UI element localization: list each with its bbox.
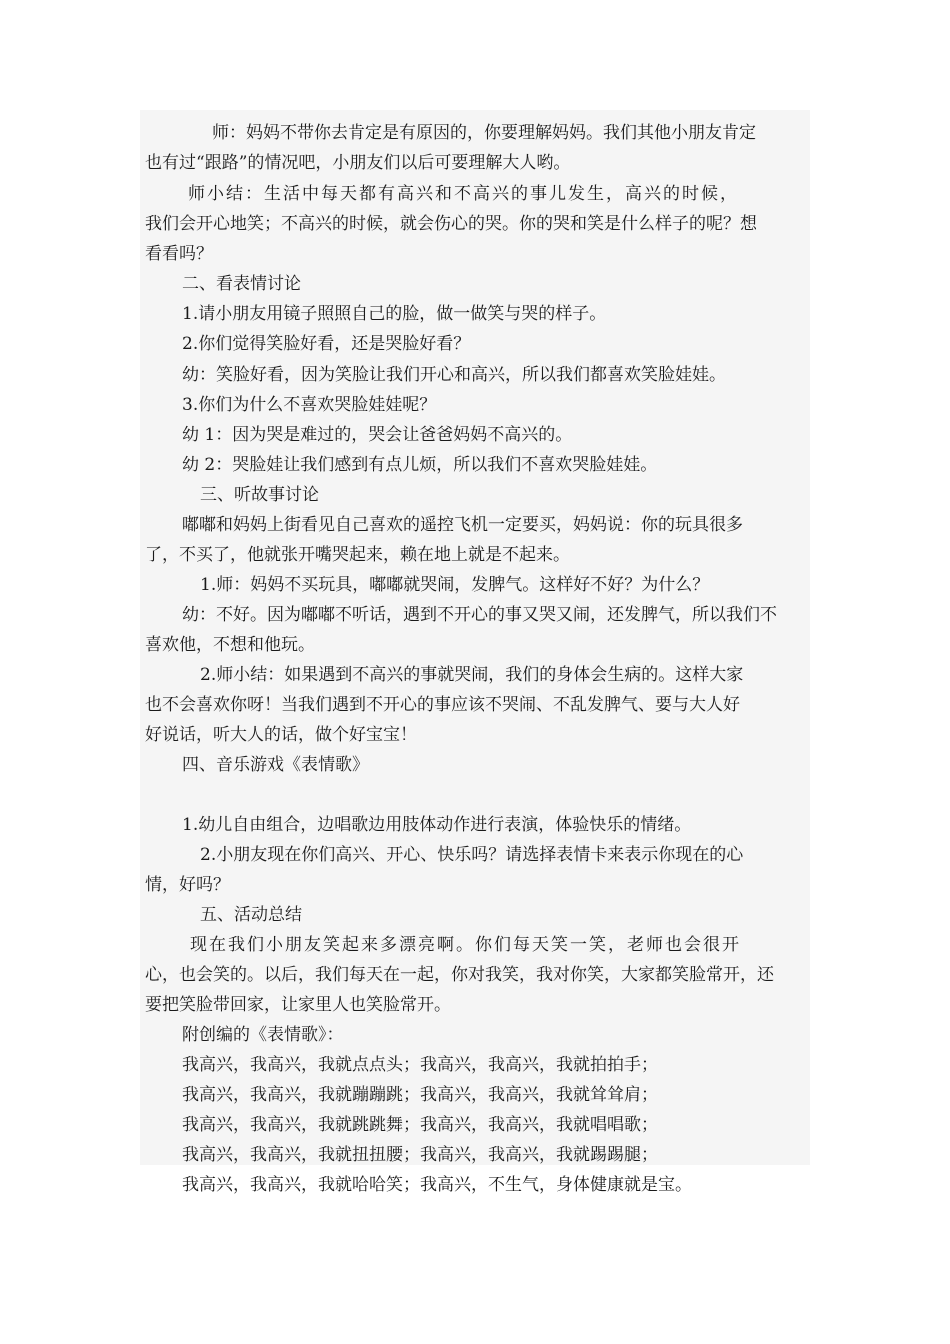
text-line: 幼：笑脸好看，因为笑脸让我们开心和高兴，所以我们都喜欢笑脸娃娃。	[182, 365, 726, 385]
text-line: 师小结：生活中每天都有高兴和不高兴的事儿发生，高兴的时候，	[188, 184, 739, 204]
text-line: 要把笑脸带回家，让家里人也笑脸常开。	[145, 995, 451, 1015]
text-line: 2.小朋友现在你们高兴、开心、快乐吗？请选择表情卡来表示你现在的心	[200, 845, 744, 865]
text-line: 心，也会笑的。以后，我们每天在一起，你对我笑，我对你笑，大家都笑脸常开，还	[145, 965, 774, 985]
song-line: 我高兴，我高兴，我就扭扭腰；我高兴，我高兴，我就踢踢腿；	[182, 1145, 658, 1165]
text-line: 好说话，听大人的话，做个好宝宝！	[145, 725, 417, 745]
text-line: 2.你们觉得笑脸好看，还是哭脸好看？	[182, 334, 471, 354]
section-heading: 四、音乐游戏《表情歌》	[182, 755, 369, 775]
text-line: 附创编的《表情歌》：	[182, 1025, 344, 1045]
text-line: 幼 2：哭脸娃让我们感到有点儿烦，所以我们不喜欢哭脸娃娃。	[182, 455, 658, 475]
song-line: 我高兴，我高兴，我就哈哈笑；我高兴，不生气，身体健康就是宝。	[182, 1175, 692, 1195]
text-line: 情，好吗？	[145, 875, 230, 895]
section-heading: 五、活动总结	[200, 905, 302, 925]
text-line: 看看吗？	[145, 244, 213, 264]
text-line: 也不会喜欢你呀！当我们遇到不开心的事应该不哭闹、不乱发脾气、要与大人好	[145, 695, 740, 715]
text-line: 也有过“跟路”的情况吧，小朋友们以后可要理解大人哟。	[145, 153, 571, 173]
text-line: 1.请小朋友用镜子照照自己的脸，做一做笑与哭的样子。	[182, 304, 607, 324]
text-line: 1.师：妈妈不买玩具，嘟嘟就哭闹，发脾气。这样好不好？为什么？	[200, 575, 710, 595]
text-line: 师：妈妈不带你去肯定是有原因的，你要理解妈妈。我们其他小朋友肯定	[212, 123, 756, 143]
text-line: 嘟嘟和妈妈上街看见自己喜欢的遥控飞机一定要买，妈妈说：你的玩具很多	[182, 515, 743, 535]
text-line: 幼 1：因为哭是难过的，哭会让爸爸妈妈不高兴的。	[182, 425, 573, 445]
section-heading: 二、看表情讨论	[182, 274, 301, 294]
text-line: 喜欢他，不想和他玩。	[145, 635, 315, 655]
text-line: 2.师小结：如果遇到不高兴的事就哭闹，我们的身体会生病的。这样大家	[200, 665, 744, 685]
text-line: 1.幼儿自由组合，边唱歌边用肢体动作进行表演，体验快乐的情绪。	[182, 815, 692, 835]
song-line: 我高兴，我高兴，我就蹦蹦跳；我高兴，我高兴，我就耸耸肩；	[182, 1085, 658, 1105]
section-heading: 三、听故事讨论	[200, 485, 319, 505]
song-line: 我高兴，我高兴，我就跳跳舞；我高兴，我高兴，我就唱唱歌；	[182, 1115, 658, 1135]
text-line: 了，不买了，他就张开嘴哭起来，赖在地上就是不起来。	[145, 545, 570, 565]
song-line: 我高兴，我高兴，我就点点头；我高兴，我高兴，我就拍拍手；	[182, 1055, 658, 1075]
text-line: 我们会开心地笑；不高兴的时候，就会伤心的哭。你的哭和笑是什么样子的呢？想	[145, 214, 757, 234]
text-line: 3.你们为什么不喜欢哭脸娃娃呢？	[182, 395, 437, 415]
text-line: 幼：不好。因为嘟嘟不听话，遇到不开心的事又哭又闹，还发脾气，所以我们不	[182, 605, 777, 625]
text-line: 现在我们小朋友笑起来多漂亮啊。你们每天笑一笑，老师也会很开	[190, 935, 741, 955]
